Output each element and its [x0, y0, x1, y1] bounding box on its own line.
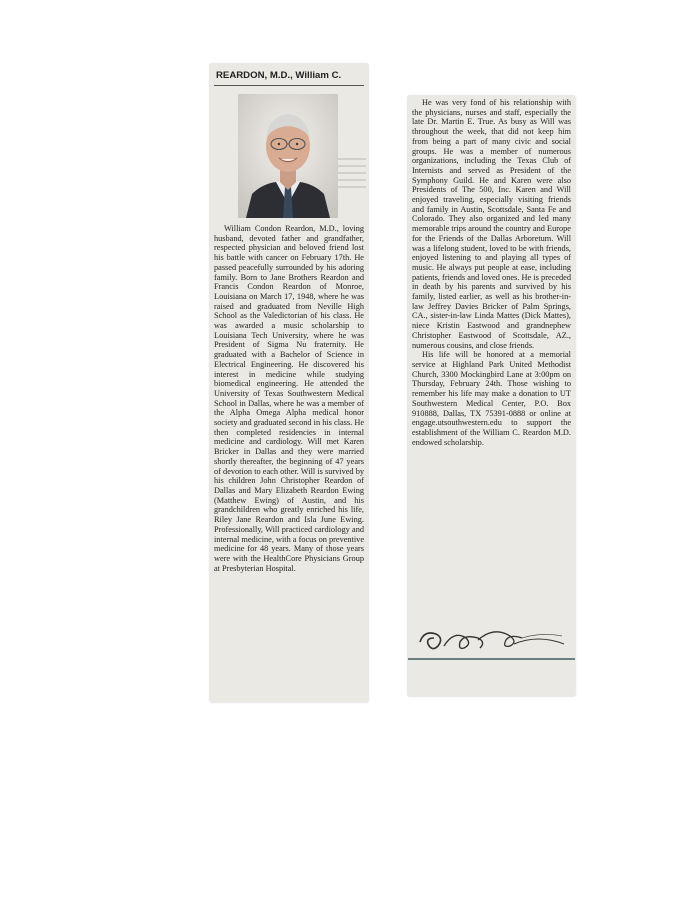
flourish-ornament-icon [414, 626, 569, 654]
portrait-photo [238, 94, 338, 218]
bottom-rule [408, 658, 575, 660]
portrait-area [210, 88, 368, 220]
bleed-through-lines [338, 158, 366, 193]
obituary-headline: REARDON, M.D., William C. [216, 70, 342, 81]
obituary-clipping-right [408, 96, 575, 696]
paragraph: His life will be honored at a memorial service at Highland Park United Methodist Church, 3300 Mockingbird Lane at 3:00pm on Thursday, February 24th. Those wishing to remember his life may make a donation to UT Southwestern Medical Center, P.O. Box 910888, Dallas, TX 75391-0888 or online at engage.utsouthwestern.edu to support the establishment of the William C. Reardon M.D. endowed scholarship. [412, 350, 571, 447]
obituary-body-left [210, 224, 368, 573]
paragraph: He was very fond of his relationship with the physicians, nurses and staff, especially the late Dr. Martin E. True. As busy as Will was throughout the week, that did not keep him from being a part of many civic and social groups. He was a member of numerous organizations, including the Texas Club of Internists and served as President of the Symphony Guild. He and Karen were also Presidents of The 500, Inc. Karen and Will enjoyed traveling, especially visiting friends and family in Austin, Scottsdale, Santa Fe and Colorado. They also organized and led many memorable trips around the country and Europe for the Friends of the Dallas Arboretum. Will was a lifelong student, loved to be with friends, enjoyed listening to and playing all types of music. He always put people at ease, including patients, friends and loved ones. He is preceded in death by his parents and survived by his family, listed earlier, as well as his brother-in-law Jeffrey Davies Bricker of Palm Springs, CA., sister-in-law Linda Mattes (Dick Mattes), niece Kristin Eastwood and grandnephew Christopher Eastwood of Scottsdale, AZ., numerous cousins, and close friends. [412, 98, 571, 350]
obituary-body-right [408, 98, 575, 447]
headline-rule [214, 85, 364, 86]
paragraph: William Condon Reardon, M.D., loving husband, devoted father and grandfather, respected physician and beloved friend lost his battle with cancer on February 17th. He passed peacefully surrounded by his adoring family. Born to Jane Brothers Reardon and Francis Condon Reardon of Monroe, Louisiana on March 17, 1948, where he was raised and graduated from Neville High School as the Valedictorian of his class. He was awarded a music scholarship to Louisiana Tech University, where he was President of Sigma Nu fraternity. He graduated with a Bachelor of Science in Electrical Engineering. He discovered his interest in medicine while studying biomedical engineering. He attended the University of Texas Southwestern Medical School in Dallas, where he was a member of the Alpha Omega Alpha medical honor society and graduated second in his class. He then completed residencies in internal medicine and cardiology. Will met Karen Bricker in Dallas and they were married shortly thereafter, the beginning of 47 years of devotion to each other. Will is survived by his children John Christopher Reardon of Dallas and Mary Elizabeth Reardon Ewing (Matthew Ewing) of Austin, and his grandchildren who greatly enriched his life, Riley Jane Reardon and Isla June Ewing. Professionally, Will practiced cardiology and internal medicine, with a focus on preventive medicine for 48 years. Many of those years were with the HealthCore Physicians Group at Presbyterian Hospital. [214, 224, 364, 573]
obituary-clipping-left [210, 64, 368, 702]
